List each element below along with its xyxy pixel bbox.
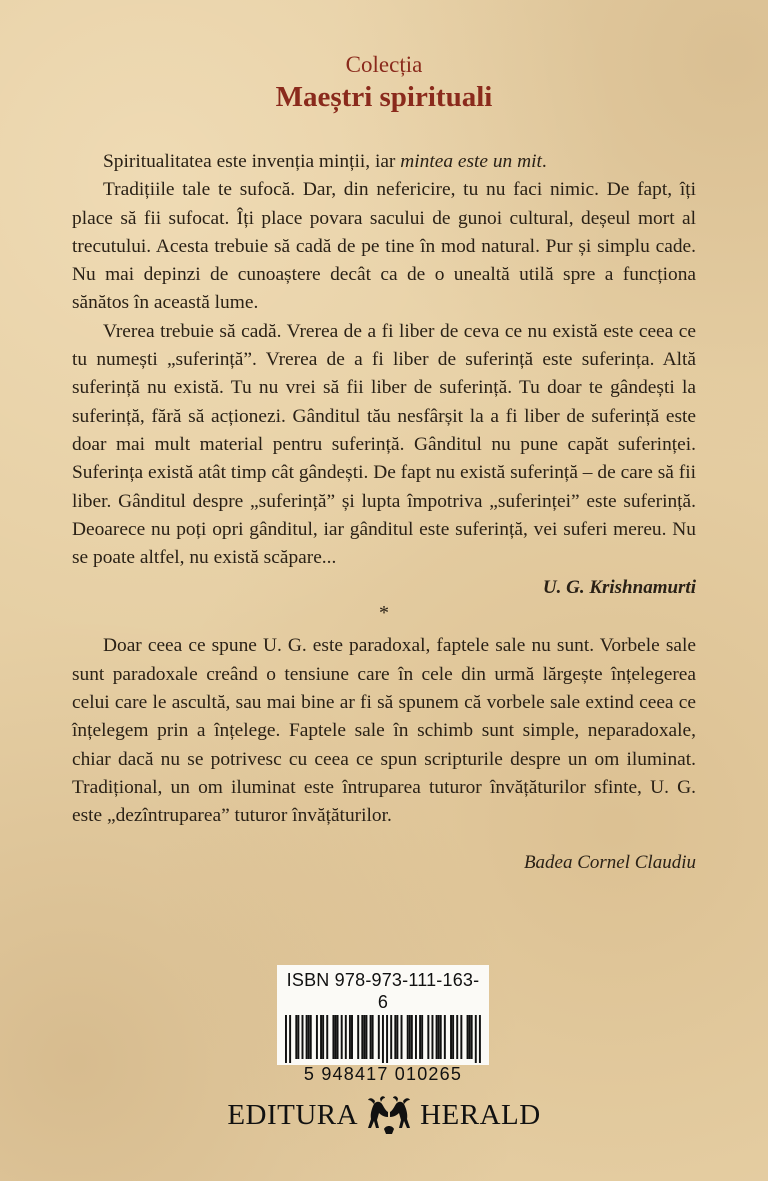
ean-number: 5 948417 010265	[303, 1064, 463, 1084]
quote-p1-text: Spiritualitatea este invenția minții, iar	[103, 151, 401, 172]
publisher-name-right: HERALD	[420, 1098, 541, 1131]
publisher-logo	[0, 1095, 768, 1135]
section-separator: *	[379, 602, 389, 625]
quote-attribution: U. G. Krishnamurti	[542, 577, 696, 599]
commentary-paragraph: Doar ceea ce spune U. G. este paradoxal, faptele sale nu sunt. Vorbele sale sunt paradoxale creând o tensiune care în cele din urmă lărgește înțelegerea celui care le ascultă, sau mai bine ar fi să spunem că vorbele sale extind ceea ce înțelegem prin a înțelege. Faptele sale în schimb sunt simple, neparadoxale, chiar dacă nu se potrivesc cu ceea ce spun scripturile despre un om iluminat. Tradițional, un om iluminat este întruparea tuturor învățăturilor sfinte, U. G. este „dezîntruparea” tuturor învățăturilor.	[72, 635, 696, 827]
twin-goats-emblem-icon	[366, 1095, 412, 1135]
quote-p1-end: .	[541, 151, 547, 172]
back-cover-text	[72, 148, 696, 877]
isbn-text: ISBN 978-973-111-163-6	[286, 970, 480, 1012]
isbn-barcode	[277, 965, 489, 1084]
series-header	[0, 50, 768, 114]
quote-paragraph-1	[72, 148, 696, 176]
quote-paragraph-3: Vrerea trebuie să cadă. Vrerea de a fi liber de ceva ce nu există este ceea ce tu numești „suferință”. Vrerea de a fi liber de suferință este suferința. Altă suferință nu există. Tu nu vrei să fii liber de suferință. Tu doar te gândești la suferință, fără să acționezi. Gânditul tău nesfârșit la a fi liber de suferință este doar mai mult material pentru suferință. Gânditul nu pune capăt suferinței. Suferința există atât timp cât gândești. De fapt nu există suferință – de care să fii liber. Gânditul despre „suferință” și lupta împotriva „suferinței” este suferință. Deoarece nu poți opri gânditul, iar gânditul este suferință, vei suferi mereu. Nu se poate altfel, nu există scăpare...	[72, 320, 696, 569]
quote-p1-emphasis: mintea este un mit	[400, 151, 542, 172]
publisher-name-left: EDITURA	[227, 1098, 359, 1131]
barcode-bars-icon	[285, 1015, 481, 1063]
quote-paragraph-2: Tradițiile tale te sufocă. Dar, din nefericire, tu nu faci nimic. De fapt, îți place să fii sufocat. Îți place povara sacului de gunoi cultural, deșeul mort al trecutului. Acesta trebuie să cadă de pe tine în mod natural. Pur și simplu cade. Nu mai depinzi de cunoaștere decât ca de o unealtă utilă spre a funcționa sănătos în această lume.	[72, 179, 696, 314]
commentary-attribution: Badea Cornel Claudiu	[523, 851, 696, 873]
series-title: Maeștri spirituali	[275, 81, 493, 113]
series-label: Colecția	[345, 52, 423, 77]
